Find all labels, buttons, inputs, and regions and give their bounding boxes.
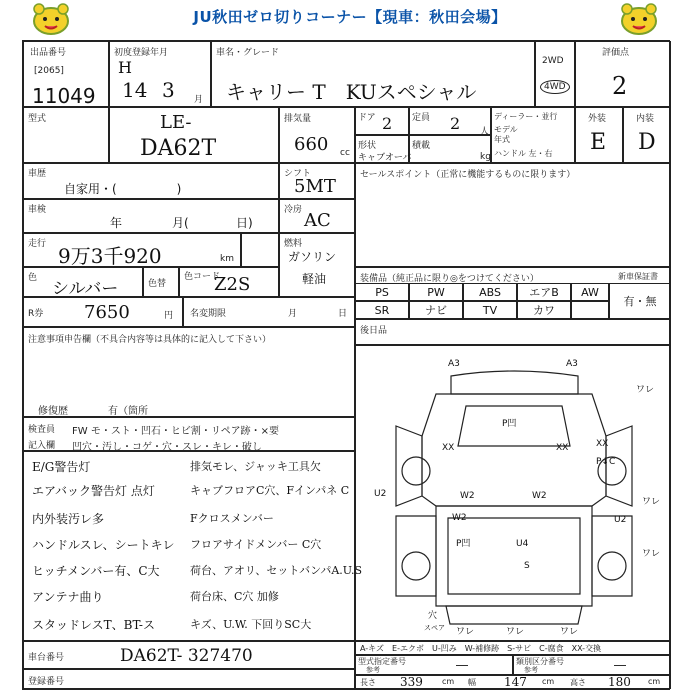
diagram-mark: W2 xyxy=(460,491,475,501)
class-number-cell: 類別区分番号 参考 ― xyxy=(513,655,671,675)
lot-number: 11049 xyxy=(32,84,96,108)
note-line-right: 荷台、アオリ、セットバンパA.U.S xyxy=(190,564,363,577)
recycle-cell: R券 7650 円 xyxy=(23,297,183,327)
sales-point-cell: セールスポイント（正常に機能するものに限ります） xyxy=(355,163,671,267)
header-title: JU秋田ゼロ切りコーナー【現車：秋田会場】 xyxy=(193,8,507,26)
shape-cell: 形状 キャブオーバ xyxy=(355,135,409,163)
equipment-header-cell: 装備品（純正品に限り◎をつけてください） 新車保証書 xyxy=(355,267,671,297)
auction-sheet xyxy=(22,40,670,690)
note-line-left: ハンドルスレ、シートキレ xyxy=(32,538,175,552)
diagram-mark: U2 xyxy=(374,489,387,499)
note-line-left: スタッドレスT、BT-ス xyxy=(32,618,155,632)
equip-pw: PW xyxy=(409,283,463,301)
handwritten-notes-cell xyxy=(23,451,363,641)
color-code-cell: 色コード Z2S xyxy=(179,267,279,297)
spec-number-cell: 型式指定番号 参考 ― xyxy=(355,655,513,675)
lot-cell: 出品番号 [2065] 11049 xyxy=(23,41,109,107)
load-cell: 積載 kg xyxy=(409,135,491,163)
diagram-mark: ワレ xyxy=(506,627,525,637)
note-line-right: キズ、U.W. 下回りSC大 xyxy=(190,618,312,631)
notes-cell: 注意事項申告欄（不具合内容等は具体的に記入して下さい） 修復歴 有（箇所 xyxy=(23,327,355,417)
equip-ps: PS xyxy=(355,283,409,301)
mascot-right-icon xyxy=(618,2,660,36)
exterior-cell: 外装 E xyxy=(575,107,623,163)
chassis-cell: 車台番号 DA62T- 327470 xyxy=(23,641,355,669)
damage-diagram-cell xyxy=(355,345,671,641)
diagram-mark: ワレ xyxy=(456,627,475,637)
equip-leather: カワ xyxy=(517,301,571,319)
diagram-mark: W2 xyxy=(532,491,547,501)
color-tone-cell: 色替 xyxy=(143,267,179,297)
equip-tv: TV xyxy=(463,301,517,319)
diagram-mark: ワレ xyxy=(636,385,655,395)
note-line-right: フロアサイドメンバー C穴 xyxy=(190,538,322,551)
car-name-value: キャリー T KUスペシャル xyxy=(226,80,477,104)
diagram-mark: ワレ xyxy=(560,627,579,637)
legend-cell: A-キズ E-エクボ U-凹み W-補修跡 S-サビ C-腐食 XX-交換 xyxy=(355,641,671,655)
equip-abs: ABS xyxy=(463,283,517,301)
equip-aw: AW xyxy=(571,283,609,301)
diagram-mark: P↓C xyxy=(596,457,616,467)
history-cell: 車歴 自家用・( ) xyxy=(23,163,279,199)
diagram-mark: A3 xyxy=(448,359,460,369)
car-diagram xyxy=(356,346,672,642)
diagram-mark: スペア xyxy=(424,624,445,632)
new-car-warranty: 有・無 xyxy=(609,283,671,319)
diagram-mark: S xyxy=(524,561,530,571)
inspection-cell: 車検 年 月( 日) xyxy=(23,199,279,233)
dealer-cell: ディーラー・並行 モデル 年式 ハンドル 左・右 xyxy=(491,107,575,163)
note-line-left: E/G警告灯 xyxy=(32,460,91,474)
capacity-cell: 定員 2 人 xyxy=(409,107,491,135)
diagram-mark: A3 xyxy=(566,359,578,369)
diagram-mark: W2 xyxy=(452,513,467,523)
equip-sr: SR xyxy=(355,301,409,319)
diagram-mark: XX xyxy=(556,443,569,453)
shift-cell: シフト 5MT xyxy=(279,163,355,199)
diagram-mark: P凹 xyxy=(502,419,517,429)
rear-items-cell: 後日品 xyxy=(355,319,671,345)
equip-navi: ナビ xyxy=(409,301,463,319)
header-bar xyxy=(0,0,700,38)
model-cell: 型式 LE- DA62T xyxy=(109,107,279,163)
note-line-right: 荷台床、C穴 加修 xyxy=(190,590,279,603)
note-line-left: 内外装汚レ多 xyxy=(32,512,105,526)
note-line-left: アンテナ曲り xyxy=(32,590,104,604)
diagram-mark: ワレ xyxy=(642,549,661,559)
diagram-mark: 穴 xyxy=(428,611,438,621)
name-change-cell: 名変期限 月 日 xyxy=(183,297,355,327)
interior-cell: 内装 D xyxy=(623,107,671,163)
note-line-right: キャブフロアC穴、Fインパネ C xyxy=(190,484,350,497)
diagram-mark: P凹 xyxy=(456,539,471,549)
grade-cell: 評価点 2 xyxy=(575,41,671,107)
chassis-value: DA62T- 327470 xyxy=(120,646,253,666)
note-line-left: エアバック警告灯 点灯 xyxy=(32,484,155,498)
doors-cell: ドア 2 xyxy=(355,107,409,135)
mileage-cell: 走行 9万3千920 km xyxy=(23,233,241,267)
mileage-value: 9万3千920 xyxy=(58,244,162,268)
diagram-mark: U4 xyxy=(516,539,529,549)
car-name-cell: 車名・グレード キャリー T KUスペシャル xyxy=(211,41,535,107)
first-reg-cell: 初度登録年月 H 14 3 月 xyxy=(109,41,211,107)
displacement-cell: 排気量 660 cc xyxy=(279,107,355,163)
fuel-cell: 燃料 ガソリン 軽油 xyxy=(279,233,355,297)
diagram-mark: ワレ xyxy=(642,497,661,507)
inspector-cell: 検査員 記入欄 FW モ・スト・凹石・ヒビ割・リペア跡・×要 凹穴・汚し・コゲ・穴・スレ・キレ・破し xyxy=(23,417,355,451)
note-line-left: ヒッチメンバー有、C大 xyxy=(32,564,160,578)
grade-value: 2 xyxy=(612,72,628,100)
diagram-mark: U2 xyxy=(614,515,627,525)
note-line-right: Fクロスメンバー xyxy=(190,512,274,525)
equip-blank xyxy=(571,301,609,319)
model-label-cell xyxy=(23,107,109,163)
dimensions-cell: 長さ 339 cm 幅 147 cm 高さ 180 cm xyxy=(355,675,671,689)
mileage-extra-cell xyxy=(241,233,279,267)
drive-cell: 2WD 4WD xyxy=(535,41,575,107)
ac-cell: 冷房 AC xyxy=(279,199,355,233)
diagram-mark: XX xyxy=(442,443,455,453)
equip-airbag: エアB xyxy=(517,283,571,301)
reg-number-cell: 登録番号 xyxy=(23,669,355,689)
note-line-right: 排気モレ、ジャッキ工具欠 xyxy=(190,460,321,473)
color-cell: 色 シルバー xyxy=(23,267,143,297)
diagram-mark: XX xyxy=(596,439,609,449)
